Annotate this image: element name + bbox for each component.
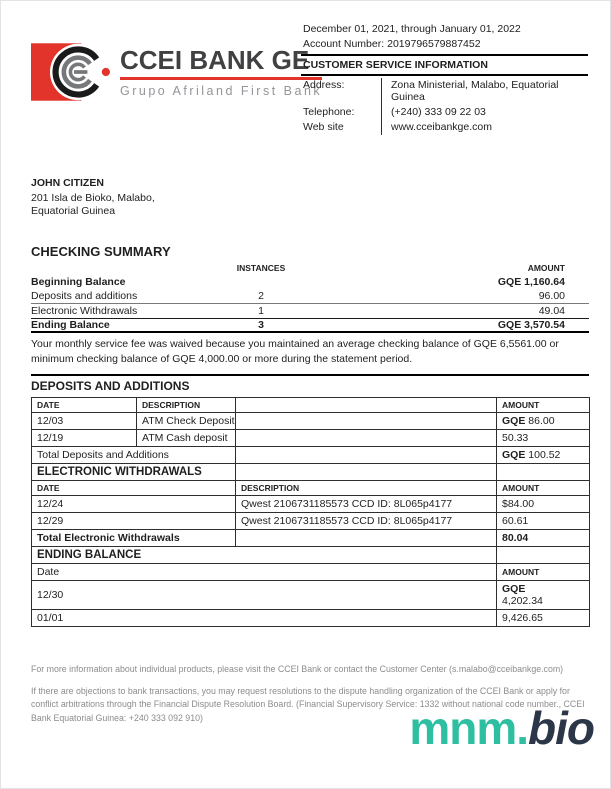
ending-balance-header-row — [32, 563, 590, 580]
ending-balance-date-header: Date — [32, 563, 497, 580]
amount-column-header: AMOUNT — [527, 263, 565, 273]
recipient-address-line1: 201 Isla de Bioko, Malabo, — [31, 192, 155, 204]
deposits-description-header: DESCRIPTION — [137, 397, 236, 412]
footer-info-line: For more information about individual products, please visit the CCEI Bank or contact the Customer Center (s.malabo@cceibankge.com) — [31, 664, 564, 674]
withdrawals-section-row — [32, 463, 590, 480]
watermark-suffix: bio — [528, 702, 594, 754]
customer-service-title: CUSTOMER SERVICE INFORMATION — [303, 59, 488, 71]
bank-logo-mark — [31, 43, 111, 101]
table-row: 01/01 9,426.65 — [32, 609, 590, 626]
footer-dispute-line: If there are objections to bank transactions, you may request resolutions to the dispute handling organization of the CCEI Bank or apply for conflict arbitrations through the Financial Dispute Resolution Board. (Financial Supervisory Service: 1332 without national code number., CCEI Bank Equatorial Guinea: +240 333 092 910) — [31, 686, 585, 723]
ending-balance-section-title: ENDING BALANCE — [32, 546, 497, 563]
telephone-label: Telephone: — [303, 106, 355, 118]
checking-summary-header — [31, 262, 589, 275]
recipient-address-line2: Equatorial Guinea — [31, 205, 116, 217]
table-row: 12/03 ATM Check Deposit GQE 86.00 — [32, 412, 590, 429]
service-fee-note: Your monthly service fee was waived because you maintained an average checking balance of GQE 6,5561.00 or minimum checking balance of GQE 4,000.00 or more during the statement period. — [31, 333, 589, 376]
statement-body — [31, 244, 589, 627]
statement-period: December 01, 2021, through January 01, 2022 — [303, 23, 521, 35]
account-number-value: 2019796579887452 — [387, 38, 481, 50]
withdrawals-amount-header: AMOUNT — [497, 480, 590, 495]
table-row: 12/24 Qwest 2106731185573 CCD ID: 8L065p4177 $84.00 — [32, 495, 590, 512]
summary-row-deposits: Deposits and additions 2 96.00 — [31, 290, 589, 305]
deposits-total-row: Total Deposits and Additions GQE 100.52 — [32, 446, 590, 463]
watermark-prefix: mnm. — [409, 702, 529, 754]
deposits-section-title: DEPOSITS AND ADDITIONS — [31, 378, 190, 393]
ending-balance-section-row — [32, 546, 590, 563]
instances-column-header: INSTANCES — [236, 263, 286, 273]
telephone-value: (+240) 333 09 22 03 — [381, 105, 588, 120]
withdrawals-header-row — [32, 480, 590, 495]
mnm-bio-watermark — [409, 703, 594, 754]
withdrawals-description-header: DESCRIPTION — [236, 480, 497, 495]
summary-row-beginning-balance: Beginning Balance GQE 1,160.64 — [31, 276, 565, 289]
summary-row-withdrawals: Electronic Withdrawals 1 49.04 — [31, 304, 589, 319]
statement-table — [31, 397, 590, 627]
account-number-line — [301, 38, 588, 54]
address-label: Address: — [303, 79, 345, 91]
withdrawals-section-title: ELECTRONIC WITHDRAWALS — [32, 463, 236, 480]
table-row: 12/30 GQE 4,202.34 — [32, 580, 590, 609]
website-label: Web site — [303, 121, 344, 133]
statement-header — [301, 21, 588, 135]
recipient-name: JOHN CITIZEN — [31, 177, 104, 189]
bank-logo — [31, 43, 322, 101]
deposits-amount-header: AMOUNT — [497, 397, 590, 412]
customer-service-table — [301, 76, 588, 135]
recipient-block — [31, 177, 155, 218]
withdrawals-date-header: DATE — [32, 480, 236, 495]
ending-balance-amount-header: AMOUNT — [497, 563, 590, 580]
website-value: www.cceibankge.com — [381, 120, 588, 135]
bank-tagline: Grupo Afriland First Bank — [120, 84, 323, 98]
withdrawals-total-row: Total Electronic Withdrawals 80.04 — [32, 529, 590, 546]
table-row: 12/29 Qwest 2106731185573 CCD ID: 8L065p4177 60.61 — [32, 512, 590, 529]
summary-row-ending-balance: Ending Balance 3 GQE 3,570.54 — [31, 319, 589, 334]
account-number-label: Account Number: — [303, 38, 385, 50]
deposits-date-header: DATE — [32, 397, 137, 412]
table-row: 12/19 ATM Cash deposit 50.33 — [32, 429, 590, 446]
deposits-header-row — [32, 397, 590, 412]
address-value: Zona Ministerial, Malabo, Equatorial Guinea — [381, 78, 588, 105]
checking-summary-title: CHECKING SUMMARY — [31, 244, 171, 259]
bank-name: CCEI BANK GE — [120, 47, 322, 80]
